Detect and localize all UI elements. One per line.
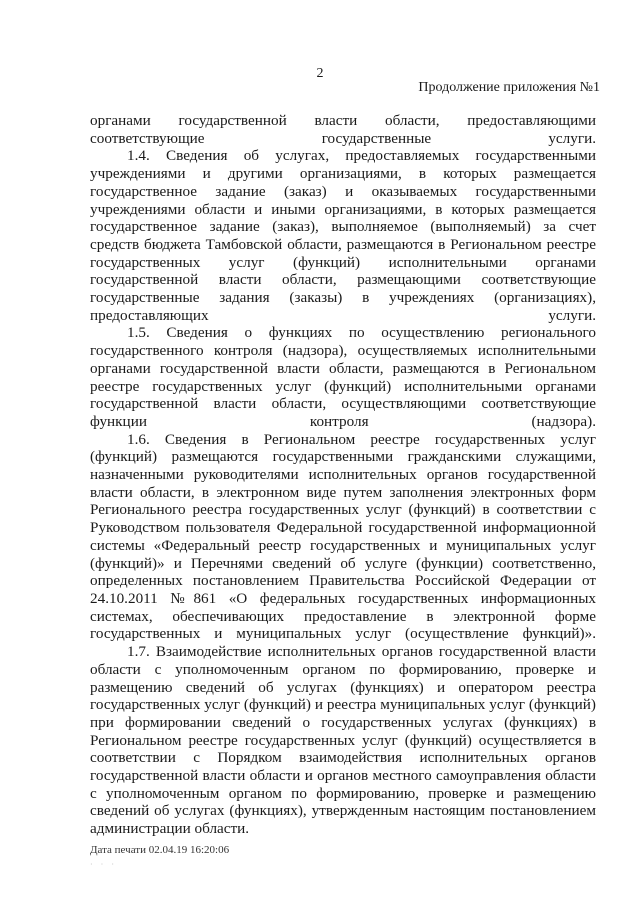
scan-artifact-marks: · · · — [90, 860, 117, 869]
paragraph-1-7: 1.7. Взаимодействие исполнительных органов государственной власти области с уполномоченным органом по формированию, проверке и размещению сведений об услугах (функциях) и оператором реестра государственных услуг (функций) и реестра муниципальных услуг (функций) при формировании сведений о государственных услугах (функциях) в Региональном реестре государственных услуг (функций) осуществляется в соответствии с Порядком взаимодействия исполнительных органов государственной власти области и органов местного самоуправления области с уполномоченным органом по формированию, проверке и размещению сведений об услугах (функциях), утвержденным настоящим постановлением администрации области. — [90, 643, 596, 838]
paragraph-1-5: 1.5. Сведения о функциях по осуществлению регионального государственного контроля (надзора), осуществляемых исполнительными органами государственной власти области, размещаются в Региональном реестре государственных услуг (функций) исполнительными органами государственной власти области, осуществляющими соответствующие функции контроля (надзора). — [90, 324, 596, 430]
print-date-stamp: Дата печати 02.04.19 16:20:06 — [90, 844, 230, 856]
appendix-continuation-note: Продолжение приложения №1 — [418, 80, 600, 95]
page-number: 2 — [316, 66, 324, 81]
document-body — [90, 112, 596, 838]
paragraph-continuation: органами государственной власти области, предоставляющими соответствующие государственные услуги. — [90, 112, 596, 147]
paragraph-1-6: 1.6. Сведения в Региональном реестре государственных услуг (функций) размещаются государственными гражданскими служащими, назначенными руководителями исполнительных органов государственной власти области, в электронном виде путем заполнения электронных форм Регионального реестра государственных услуг (функций) в соответствии с Руководством пользователя Федеральной государственной информационной системы «Федеральный реестр государственных и муниципальных услуг (функций)» и Перечнями сведений об услуге (функции) соответственно, определенных постановлением Правительства Российской Федерации от 24.10.2011 №861 «О федеральных государственных информационных системах, обеспечивающих предоставление в электронной форме государственных и муниципальных услуг (осуществление функций)». — [90, 430, 596, 643]
paragraph-1-4: 1.4. Сведения об услугах, предоставляемых государственными учреждениями и другими организациями, в которых размещается государственное задание (заказ) и оказываемых государственными учреждениями области и иными организациями, в которых размещается государственное задание (заказ), выполняемое (выполняемый) за счет средств бюджета Тамбовской области, размещаются в Региональном реестре государственных услуг (функций) исполнительными органами государственной власти области, размещающими соответствующие государственные задания (заказы) в учреждениях (организациях), предоставляющих услуги. — [90, 147, 596, 324]
